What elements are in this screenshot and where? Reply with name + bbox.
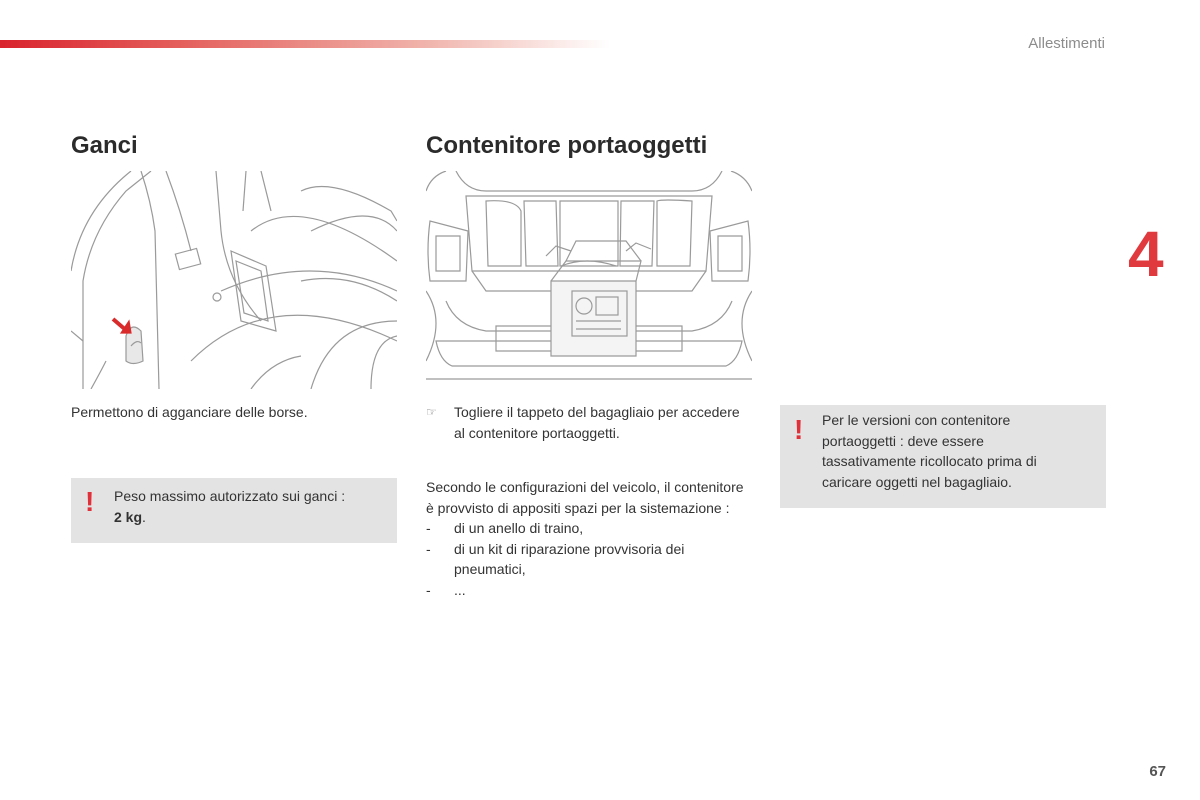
list-dash: - xyxy=(426,540,431,557)
list-item xyxy=(426,580,752,601)
chapter-number: 4 xyxy=(1128,218,1164,290)
exclamation-icon: ! xyxy=(85,486,95,517)
ganci-description: Permettono di agganciare delle borse. xyxy=(71,404,308,420)
contenitore-warning-text: Per le versioni con contenitore portaoggetti : deve essere tassativamente ricollocato prima di caricare oggetti nel bagagliaio. xyxy=(822,412,1037,490)
trunk-hook-illustration-icon xyxy=(71,171,397,389)
contenitore-warning-box xyxy=(780,405,1106,508)
list-item-text: di un kit di riparazione provvisoria dei pneumatici, xyxy=(454,540,685,577)
list-item-text: di un anello di traino, xyxy=(454,520,584,536)
list-item xyxy=(426,539,752,580)
contenitore-intro: Secondo le configurazioni del veicolo, il contenitore è provvisto di appositi spazi per la sistemazione : xyxy=(426,479,744,516)
list-item xyxy=(426,518,752,539)
contenitore-body xyxy=(426,477,752,600)
page-number: 67 xyxy=(1149,763,1166,780)
list-dash: - xyxy=(426,520,431,536)
trunk-storage-box-illustration-icon xyxy=(426,171,752,384)
ganci-heading: Ganci xyxy=(71,132,138,159)
ganci-warning-box xyxy=(71,478,397,543)
exclamation-icon: ! xyxy=(794,414,804,445)
ganci-warning-text: Peso massimo autorizzato sui ganci : xyxy=(114,488,346,504)
section-title: Allestimenti xyxy=(1028,35,1105,52)
ganci-warning-value: 2 kg xyxy=(114,508,143,525)
contenitore-step-text: Togliere il tappeto del bagagliaio per accedere al contenitore portaoggetti. xyxy=(454,404,740,441)
contenitore-step xyxy=(426,402,752,443)
contenitore-heading: Contenitore portaoggetti xyxy=(426,132,708,159)
list-dash: - xyxy=(426,581,431,598)
list-item-text: ... xyxy=(454,581,466,598)
pointing-hand-icon: ☞ xyxy=(426,405,437,419)
header-accent-bar xyxy=(0,40,610,48)
ganci-warning-suffix: . xyxy=(142,508,146,525)
